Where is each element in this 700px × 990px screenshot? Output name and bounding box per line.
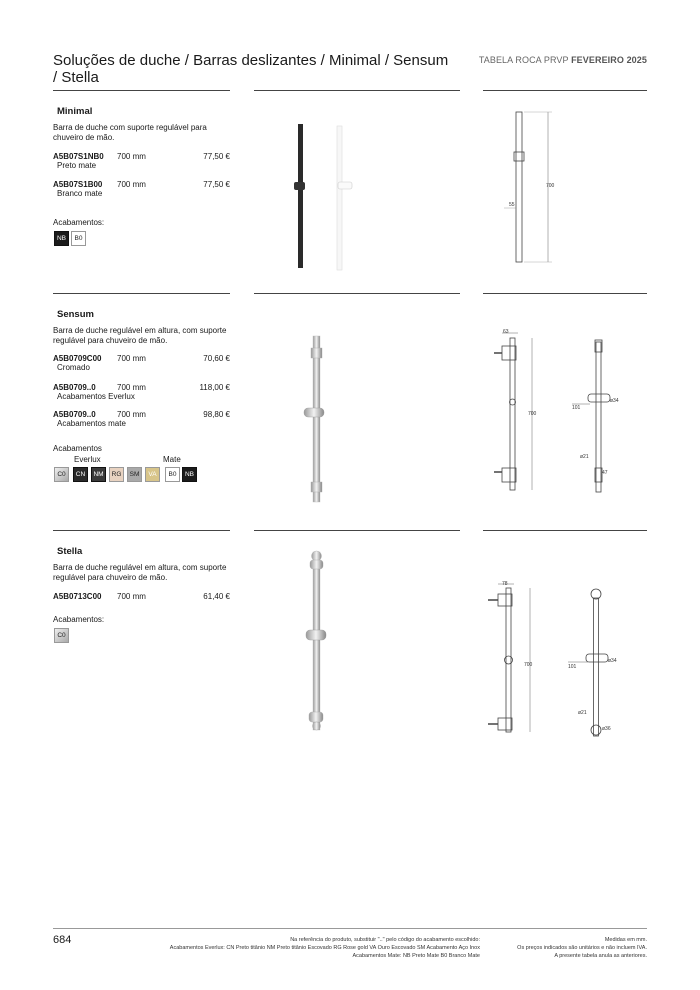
product-size: 700 mm (117, 410, 146, 419)
footer-info-line: Medidas em mm. (604, 937, 647, 943)
product-price: 70,60 € (203, 354, 230, 363)
swatch-c0: C0 (54, 628, 69, 643)
page-title (53, 52, 453, 86)
dim-bottom: 47 (602, 470, 608, 476)
dim-holder: ø34 (608, 658, 617, 664)
footer-divider (53, 928, 647, 929)
product-price: 77,50 € (203, 152, 230, 161)
swatch-b0: B0 (71, 231, 86, 246)
footer-info-line: A presente tabela anula as anteriores. (554, 953, 647, 959)
sensum-technical-drawing-front (570, 338, 630, 498)
finishes-label: Acabamentos: (53, 615, 105, 624)
footer-info-line: Os preços indicados são unitários e não incluem IVA. (517, 945, 647, 951)
section-divider (483, 293, 647, 294)
stella-product-photo (298, 548, 338, 734)
stella-technical-drawing-front (566, 586, 626, 746)
swatch-b0: B0 (165, 467, 180, 482)
product-size: 700 mm (117, 180, 146, 189)
product-finish: Acabamentos mate (57, 419, 126, 428)
product-code: A5B07S1NB0 (53, 152, 104, 161)
product-code: A5B0709..0 (53, 383, 96, 392)
swatch-c0: C0 (54, 467, 69, 482)
swatch-nm: NM (91, 467, 106, 482)
page-number: 684 (53, 934, 72, 946)
everlux-label: Everlux (74, 455, 101, 464)
swatch-nb: NB (54, 231, 69, 246)
footer-note (100, 936, 480, 960)
footer-note-line: Acabamentos Mate: NB Preto Mate B0 Branco Mate (352, 953, 480, 959)
dim-height: 700 (528, 411, 537, 417)
product-description: Barra de duche regulável em altura, com suporte regulável para chuveiro de mão. (53, 563, 227, 582)
swatch-cn: CN (73, 467, 88, 482)
swatch-rg: RG (109, 467, 124, 482)
swatch-sm: SM (127, 467, 142, 482)
catalog-name: TABELA ROCA PRVP (478, 55, 569, 65)
section-divider (53, 293, 230, 294)
footer-note-line: Acabamentos Everlux: CN Preto titânio NM Preto titânio Escovado RG Rose gold VA Ouro Escovado SM Acabamento Aço Inox (169, 945, 480, 951)
product-finish: Preto mate (57, 161, 97, 170)
product-code: A5B0709C00 (53, 354, 102, 363)
finishes-label: Acabamentos: (53, 218, 105, 227)
dim-bar: ø21 (580, 454, 589, 460)
section-title-stella: Stella (57, 546, 83, 557)
product-finish: Acabamentos Everlux (57, 392, 135, 401)
dim-arm: 101 (572, 405, 581, 411)
product-description: Barra de duche regulável em altura, com suporte regulável para chuveiro de mão. (53, 326, 227, 345)
product-size: 700 mm (117, 592, 146, 601)
product-price: 61,40 € (203, 592, 230, 601)
mate-label: Mate (163, 455, 181, 464)
footer-note-line: Na referência do produto, substituir ".." pelo código do acabamento escolhido: (290, 937, 480, 943)
minimal-product-photo (290, 120, 360, 272)
dim-arm: 101 (568, 664, 577, 670)
page-title-line2: / Stella (53, 69, 99, 86)
product-finish: Cromado (57, 363, 90, 372)
section-divider (254, 90, 460, 91)
dim-height: 700 (546, 183, 555, 189)
catalog-header (479, 55, 647, 65)
sensum-product-photo (298, 332, 338, 504)
product-price: 77,50 € (203, 180, 230, 189)
dim-depth: 63 (503, 329, 509, 335)
product-size: 700 mm (117, 383, 146, 392)
section-title-minimal: Minimal (57, 106, 93, 117)
product-description: Barra de duche com suporte regulável para chuveiro de mão. (53, 123, 207, 142)
stella-technical-drawing-side (484, 578, 548, 738)
product-price: 118,00 € (199, 383, 230, 392)
dim-depth: 78 (502, 581, 508, 587)
section-divider (483, 90, 647, 91)
black-holder (294, 182, 305, 190)
white-holder (338, 182, 352, 189)
finishes-label: Acabamentos (53, 444, 102, 453)
page-title-line1: Soluções de duche / Barras deslizantes / Minimal / Sensum (53, 52, 449, 69)
catalog-edition: FEVEREIRO 2025 (571, 55, 647, 65)
swatch-va: VA (145, 467, 160, 482)
black-bar (298, 124, 303, 268)
product-code: A5B07S1B00 (53, 180, 103, 189)
dim-holder: ø34 (610, 398, 619, 404)
white-bar (337, 126, 342, 270)
minimal-technical-drawing (500, 108, 570, 270)
section-divider (53, 530, 230, 531)
section-divider (53, 90, 230, 91)
sensum-technical-drawing-side (488, 326, 548, 496)
product-finish: Branco mate (57, 189, 103, 198)
product-size: 700 mm (117, 152, 146, 161)
product-code: A5B0709..0 (53, 410, 96, 419)
section-title-sensum: Sensum (57, 309, 94, 320)
footer-info (477, 936, 647, 960)
product-code: A5B0713C00 (53, 592, 102, 601)
section-divider (483, 530, 647, 531)
dim-height: 700 (524, 662, 533, 668)
dim-bar: ø21 (578, 710, 587, 716)
product-size: 700 mm (117, 354, 146, 363)
dim-knob: ø36 (602, 726, 611, 732)
swatch-nb: NB (182, 467, 197, 482)
product-price: 98,80 € (203, 410, 230, 419)
section-divider (254, 293, 460, 294)
dim-holder: 55 (509, 202, 515, 208)
section-divider (254, 530, 460, 531)
